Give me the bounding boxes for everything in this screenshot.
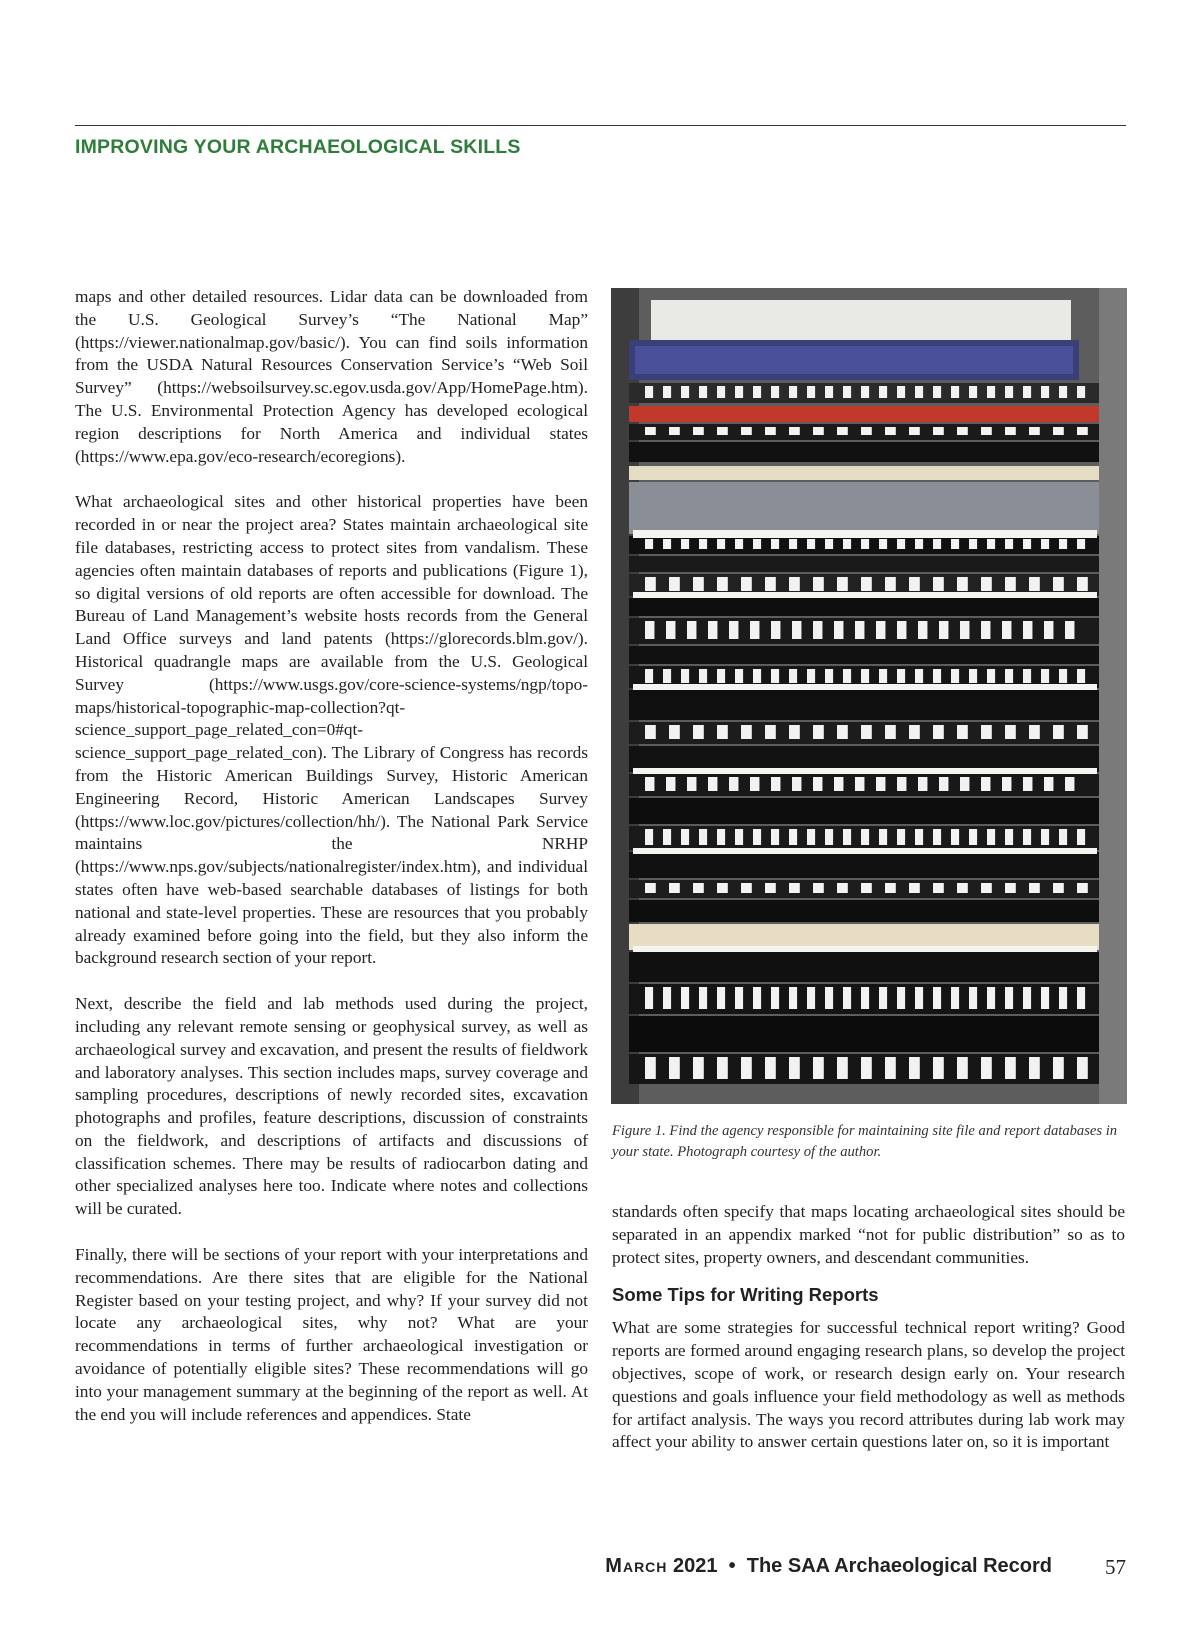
page-number: 57 xyxy=(1105,1555,1126,1579)
footer-year: 2021 xyxy=(672,1555,718,1577)
footer-month: March xyxy=(605,1555,668,1577)
right-paragraph-1: standards often specify that maps locating archaeological sites should be separated in an appendix marked “not for public distribution” so as to protect sites, property owners, and descendant communities. xyxy=(612,1202,1125,1267)
body-paragraph-3: Next, describe the field and lab methods used during the project, including any relevant remote sensing or geophysical survey, as well as archaeological survey and excavation, and present the results of fieldwork and laboratory analyses. This section includes maps, survey coverage and sampling procedures, descriptions of newly recorded sites, excavation photographs and profiles, feature descriptions, discussion of constraints on the fieldwork, and descriptions of artifacts and discussions of classification schemes. There may be results of radiocarbon dating and other specialized analyses here too. Indicate where notes and collections will be curated. xyxy=(75,994,588,1219)
section-title: IMPROVING YOUR ARCHAEOLOGICAL SKILLS xyxy=(75,136,521,158)
footer-issue xyxy=(605,1555,1052,1578)
page-footer xyxy=(0,1555,1200,1589)
header-rule xyxy=(75,125,1126,126)
body-paragraph-2: What archaeological sites and other historical properties have been recorded in or near the project area? States maintain archaeological site file databases, restricting access to protect sites from vandalism. These agencies often maintain databases of reports and publications (Figure 1), so digital versions of old reports are often accessible for download. The Bureau of Land Management’s website hosts records from the General Land Office surveys and land patents (https://glorecords.blm.gov/). Historical quadrangle maps are available from the U.S. Geological Survey (https://www.usgs.gov/core-science-systems/ngp/topo-maps/historical-topographic-map-collection?qt-science_support_page_related_con=0#qt-science_support_page_related_con). The Library of Congress has records from the Historic American Buildings Survey, Historic American Engineering Record, Historic American Landscapes Survey (https://www.loc.gov/pictures/collection/hh/). The National Park Service maintains the NRHP (https://www.nps.gov/subjects/nationalregister/index.htm), and individual states often have web-based searchable databases of listings for both national and state-level properties. These are resources that you probably already examined before going into the field, but they also inform the background research section of your report. xyxy=(75,492,588,968)
top-report-cover xyxy=(651,300,1071,340)
right-column xyxy=(612,1201,1125,1468)
binder-stack-illustration xyxy=(611,288,1127,1104)
body-paragraph-1: maps and other detailed resources. Lidar data can be downloaded from the U.S. Geological Survey’s “The National Map” (https://viewer.nationalmap.gov/basic/). You can find soils information from the USDA Natural Resources Conservation Service’s “Web Soil Survey” (https://websoilsurvey.sc.egov.usda.gov/App/HomePage.htm). The U.S. Environmental Protection Agency has developed ecological region descriptions for North America and individual states (https://www.epa.gov/eco-research/ecoregions). xyxy=(75,287,588,466)
right-paragraph-2: What are some strategies for successful technical report writing? Good reports are formed around engaging research plans, so develop the project objectives, scope of work, or research design early on. Your research questions and goals influence your field methodology as well as methods for artifact analysis. The ways you record attributes during lab work may affect your ability to answer certain questions later on, so it is important xyxy=(612,1318,1125,1452)
subheading-tips: Some Tips for Writing Reports xyxy=(612,1284,879,1306)
cabinet-right-wall xyxy=(1099,288,1127,1104)
footer-journal: The SAA Archaeological Record xyxy=(746,1555,1052,1577)
figure-1-photo xyxy=(611,288,1127,1104)
body-paragraph-4: Finally, there will be sections of your report with your interpretations and recommendations. Are there sites that are eligible for the National Register based on your testing project, and why? If your survey did not locate any archaeological sites, why not? What are your recommendations in terms of further archaeological investigation or avoidance of potentially eligible sites? These recommendations will go into your management summary at the beginning of the report as well. At the end you will include references and appendices. State xyxy=(75,1245,588,1424)
left-column xyxy=(75,286,588,1449)
footer-bullet: • xyxy=(728,1555,736,1577)
figure-1-caption: Figure 1. Find the agency responsible for maintaining site file and report databases in your state. Photograph courtesy of the author. xyxy=(612,1123,1118,1160)
